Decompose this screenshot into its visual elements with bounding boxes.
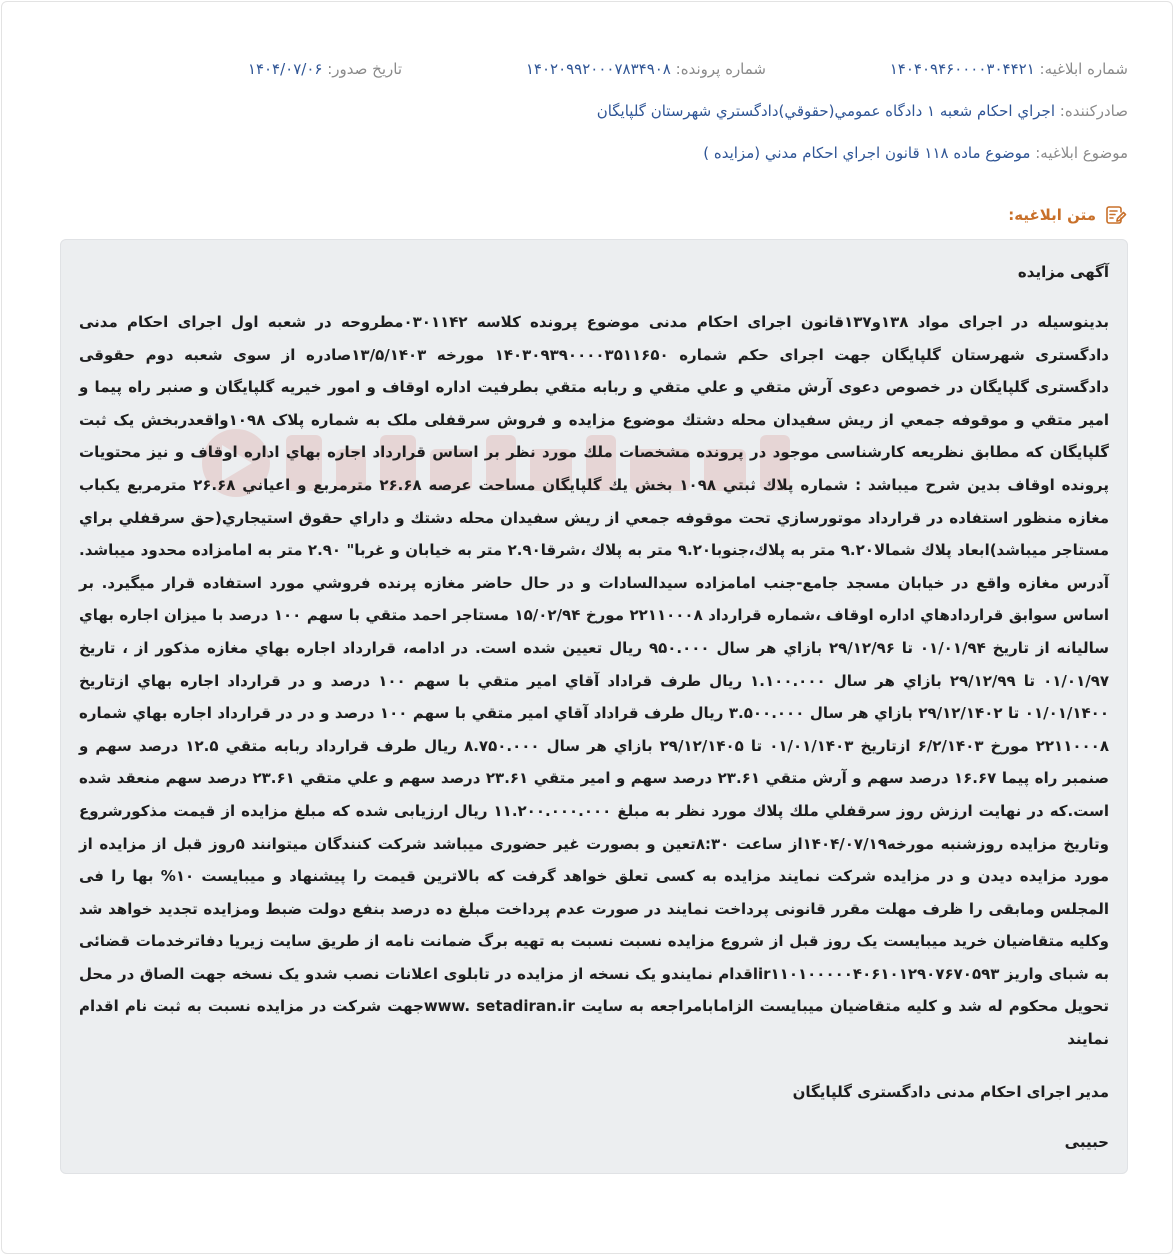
notice-text-heading-label: متن ابلاغیه: xyxy=(1008,206,1096,224)
notice-body-text: بدینوسیله در اجرای مواد ۱۳۸و۱۳۷قانون اجرای احکام مدنی موضوع پرونده کلاسه ۰۳۰۱۱۴۲مطروحه در شعبه اول اجرای احکام مدنی دادگستری شهرستان گلپایگان جهت اجرای حکم شماره ۱۴۰۳۰۹۳۹۰۰۰۰۳۵۱۱۶۵۰ مورخه ۱۳/۵/۱۴۰۳صادره از سوی شعبه دوم حقوقی دادگستری گلپایگان در خصوص دعوی آرش متقي و علي متقي و ربابه متقي بطرفيت اداره اوقاف و امور خيريه گلپايگان و صنبر راه پيما و امير متقي و موقوفه جمعي از ريش سفيدان محله دشتك موضوع مزایده و فروش سرقفلی ملک به شماره پلاک ۱۰۹۸واقعدربخش یک ثبت گلپایگان که مطابق نظریعه کارشناسی موجود در پرونده مشخصات ملك مورد نظر بر اساس قرارداد اجاره بهاي اداره اوقاف و نيز محتويات پرونده اوقاف بدين شرح ميباشد : شماره پلاك ثبتي ۱۰۹۸ بخش يك گلپايگان مساحت عرصه ۲۶.۶۸ مترمربع و اعياني ۲۶.۶۸ مترمربع يكباب مغازه منظور استفاده در قرارداد موتورسازي تحت موقوفه جمعي از ريش سفيدان محله دشتك و داراي حقوق استيجاري(حق سرقفلي براي مستاجر ميباشد)ابعاد پلاك شمالا۹.۲۰ متر به پلاك،جنوبا۹.۲۰ متر به پلاك ،شرقا۲.۹۰ متر به خيابان و غربا" ۲.۹۰ متر به امامزاده محدود ميباشد. آدرس مغازه واقع در خيابان مسجد جامع-جنب امامزاده سيدالسادات و در حال حاضر مغازه پرنده فروشي مورد استفاده قرار ميگيرد. بر اساس سوابق قراردادهاي اداره اوقاف ،شماره قرارداد ۲۲۱۱۰۰۰۸ مورخ ۱۵/۰۲/۹۴ مستاجر احمد متقي با سهم ۱۰۰ درصد با ميزان اجاره بهاي ساليانه از تاريخ ۰۱/۰۱/۹۴ تا ۲۹/۱۲/۹۶ بازاي هر سال ۹۵۰.۰۰۰ ريال تعيين شده است. در ادامه، قرارداد اجاره بهاي مغازه مذكور از ، تاريخ ۰۱/۰۱/۹۷ تا ۲۹/۱۲/۹۹ بازاي هر سال ۱.۱۰۰.۰۰۰ ريال طرف قراداد آقاي امير متقي با سهم ۱۰۰ درصد و در قرارداد اجاره بهاي ازتاريخ ۰۱/۰۱/۱۴۰۰ تا ۲۹/۱۲/۱۴۰۲ بازاي هر سال ۳.۵۰۰.۰۰۰ ريال طرف قراداد آقاي امير متقي با سهم ۱۰۰ درصد و در در قرارداد اجاره بهاي شماره ۲۲۱۱۰۰۰۸ مورخ ۶/۲/۱۴۰۳ ازتاريخ ۰۱/۰۱/۱۴۰۳ تا ۲۹/۱۲/۱۴۰۵ بازاي هر سال ۸.۷۵۰.۰۰۰ ريال طرف قرارداد ربابه متقي ۱۲.۵ درصد سهم و صنمبر راه پيما ۱۶.۶۷ درصد سهم و آرش متقي ۲۳.۶۱ درصد سهم و امير متقي ۲۳.۶۱ درصد سهم و علي متقي ۲۳.۶۱ درصد سهم منعقد شده است.كه در نهايت ارزش روز سرقفلي ملك پلاك مورد نظر به مبلغ ۱۱.۲۰۰.۰۰۰.۰۰۰ ریال ارزیابی شده که مبلغ مزایده از قیمت مذکورشروع وتاریخ مزایده روزشنبه مورخه۱۴۰۴/۰۷/۱۹از ساعت ۸:۳۰تعین و بصورت غیر حضوری میباشد شرکت کنندگان میتوانند ۵روز قبل از مزایده از مورد مزایده دیدن و در مزایده شرکت نمایند مزایده به کسی تعلق خواهد گرفت که بالاترین قیمت را پیشنهاد و میبایست ۱۰% بها را فی المجلس ومابقی را ظرف مهلت مقرر قانونی پرداخت نمایند در صورت عدم پرداخت مبلغ ده درصد بنفع دولت ضبط ومزایده تجدید خواهد شد وکلیه متقاضیان خرید میبایست یک روز قبل از شروع مزایده نسبت نسبت به تهیه برگ ضمانت نامه از طریق سایت زیریا دفاترخدمات قضائی به شبای واریز ir۱۱۰۱۰۰۰۰۰۴۰۶۱۰۱۲۹۰۷۶۷۰۵۹۳اقدام نمایندو یک نسخه از مزایده در تابلوی اعلانات نصب شدو یک نسخه جهت الصاق در محل تحویل محکوم له شد و کلیه متقاضیان میبایست الزامابامراجعه به سایت www. setadiran.irجهت شرکت در مزایده نسبت به ثبت نام اقدام نمایند xyxy=(79,313,1110,1049)
notice-number-label: شماره ابلاغیه: xyxy=(1039,60,1128,78)
case-number-label: شماره پرونده: xyxy=(675,60,766,78)
subject-label: موضوع ابلاغیه: xyxy=(1035,144,1128,162)
notice-signature: مدیر اجرای احکام مدنی دادگستری گلپایگان xyxy=(792,1082,1109,1101)
notice-body-box xyxy=(60,239,1128,1174)
issuer-value: اجراي احكام شعبه ۱ دادگاه عمومي(حقوقي)دادگستري شهرستان گلپايگان xyxy=(596,102,1055,120)
notice-title: آگهی مزایده xyxy=(1017,263,1109,281)
issuer-label: صادرکننده: xyxy=(1059,102,1128,120)
notice-signer: حبیبی xyxy=(1064,1132,1109,1151)
issue-date-value: ۱۴۰۴/۰۷/۰۶ xyxy=(247,60,323,78)
case-number-value: ۱۴۰۲۰۹۹۲۰۰۰۷۸۳۴۹۰۸ xyxy=(525,60,671,78)
document-edit-icon xyxy=(1104,203,1128,227)
notice-text-heading xyxy=(1008,203,1128,227)
issuer-row xyxy=(46,101,1128,121)
subject-row xyxy=(46,143,1128,163)
subject-value: موضوع ماده ۱۱۸ قانون اجراي احكام مدني (مزايده ) xyxy=(703,144,1031,162)
issue-date xyxy=(248,59,402,79)
notice-number-value: ۱۴۰۴۰۹۴۶۰۰۰۰۳۰۴۴۲۱ xyxy=(889,60,1035,78)
notice-number xyxy=(890,59,1128,79)
case-number xyxy=(526,59,766,79)
issue-date-label: تاریخ صدور: xyxy=(327,60,402,78)
